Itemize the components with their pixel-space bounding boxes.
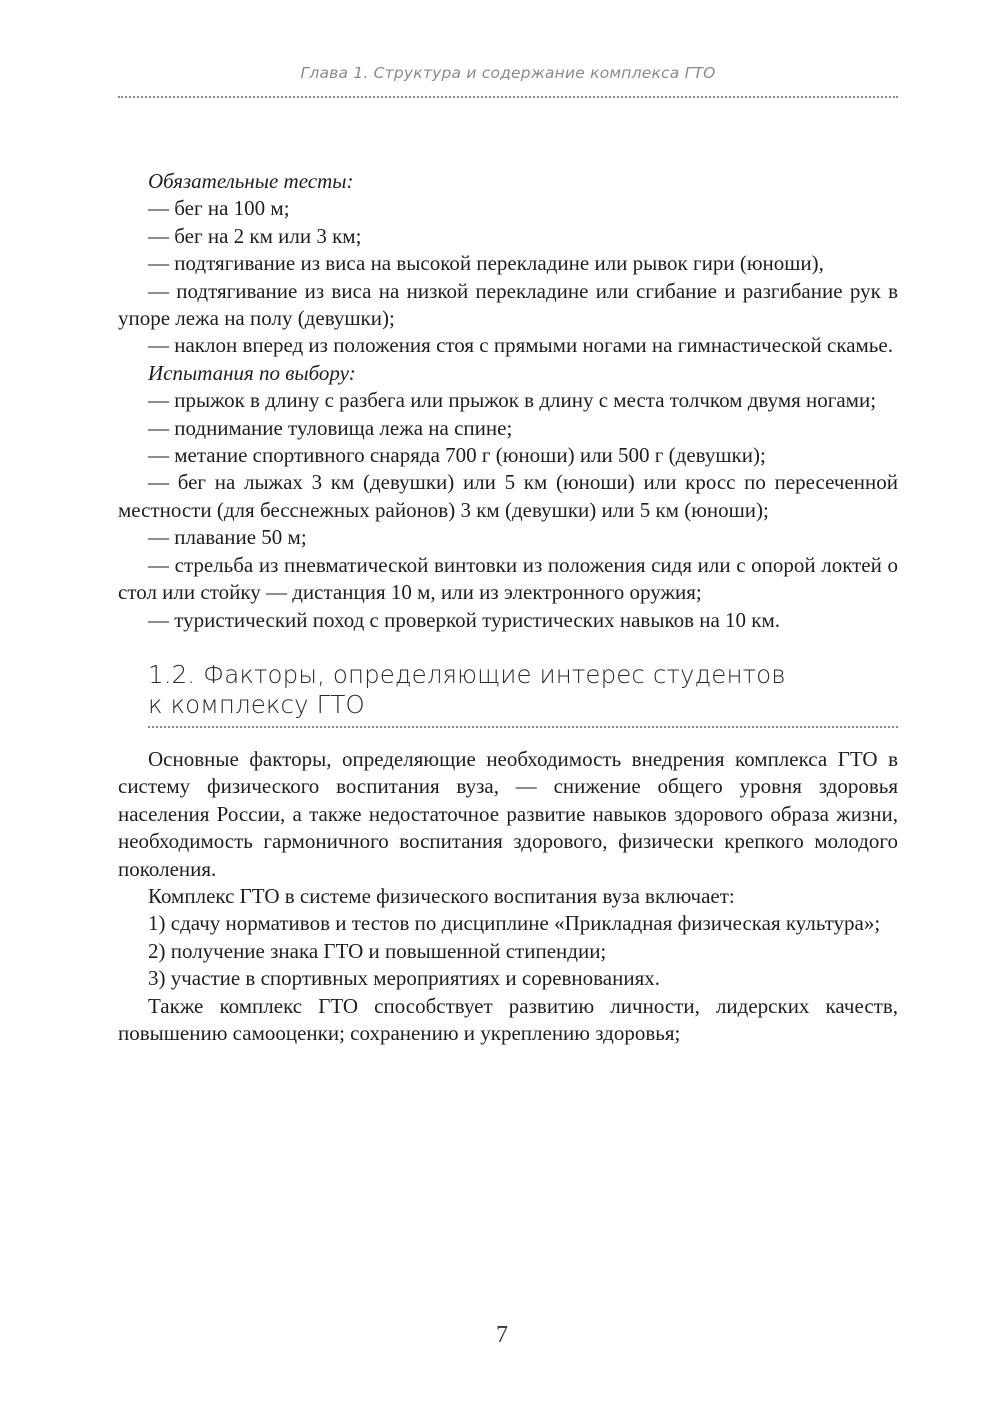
optional-item-swimming: — плавание 50 м; bbox=[148, 525, 307, 550]
page-number: 7 bbox=[496, 1322, 508, 1348]
section-heading-rule bbox=[148, 726, 898, 728]
optional-item-long-jump: — прыжок в длину с разбега или прыжок в длину с места толчком двумя ногами; bbox=[148, 388, 877, 413]
mandatory-item-pullups-high-bar: — подтягивание из виса на высокой перекладине или рывок гири (юноши), bbox=[148, 251, 824, 276]
section-heading-line1: 1.2. Факторы, определяющие интерес студентов bbox=[148, 659, 786, 689]
running-head-rule bbox=[118, 96, 898, 98]
running-head: Глава 1. Структура и содержание комплекса ГТО bbox=[300, 64, 716, 82]
mandatory-item-pullups-low-bar: — подтягивание из виса на низкой перекладине или сгибание и разгибание рук в упоре лежа на полу (девушки); bbox=[118, 278, 898, 331]
mandatory-item-run-2-3km: — бег на 2 км или 3 км; bbox=[148, 223, 362, 248]
mandatory-item-sprint-100m: — бег на 100 м; bbox=[148, 196, 290, 221]
mandatory-item-forward-bend: — наклон вперед из положения стоя с прямыми ногами на гимнастической скамье. bbox=[148, 333, 893, 358]
paragraph-personal-development: Также комплекс ГТО способствует развитию личности, лидерских качеств, повышению самооценки; сохранению и укреплению здоровья; bbox=[118, 993, 898, 1045]
section-heading bbox=[148, 660, 898, 720]
paragraph-gto-includes: Комплекс ГТО в системе физического воспитания вуза включает: bbox=[148, 883, 735, 908]
list-item-badge: 2) получение знака ГТО и повышенной стипендии; bbox=[148, 938, 607, 963]
optional-item-ski-cross: — бег на лыжах 3 км (девушки) или 5 км (юноши) или кросс по пересеченной местности (для бесснежных районов) 3 км (девушки) или 5 км (юноши); bbox=[118, 470, 898, 522]
body-text bbox=[118, 168, 898, 1047]
mandatory-tests-label: Обязательные тесты: bbox=[148, 169, 354, 193]
optional-item-shooting: — стрельба из пневматической винтовки из положения сидя или с опорой локтей о стол или стойку — дистанция 10 м, или из электронного оружия; bbox=[118, 552, 898, 605]
optional-item-sit-ups: — поднимание туловища лежа на спине; bbox=[148, 415, 513, 440]
section-heading-line2: к комплексу ГТО bbox=[148, 689, 365, 719]
optional-item-throw: — метание спортивного снаряда 700 г (юноши) или 500 г (девушки); bbox=[148, 443, 766, 468]
optional-tests-label: Испытания по выбору: bbox=[148, 360, 356, 385]
paragraph-main-factors: Основные факторы, определяющие необходимость внедрения комплекса ГТО в систему физического воспитания вуза, — снижение общего уровня здоровья населения России, а также недостаточное развитие навыков здорового образа жизни, необходимость гармоничного воспитания здорового, физически крепкого молодого поколения. bbox=[118, 746, 898, 881]
list-item-standards: 1) сдачу нормативов и тестов по дисциплине «Прикладная физическая культура»; bbox=[148, 911, 881, 936]
list-item-events: 3) участие в спортивных мероприятиях и соревнованиях. bbox=[148, 966, 661, 991]
optional-item-hiking: — туристический поход с проверкой туристических навыков на 10 км. bbox=[148, 607, 781, 632]
